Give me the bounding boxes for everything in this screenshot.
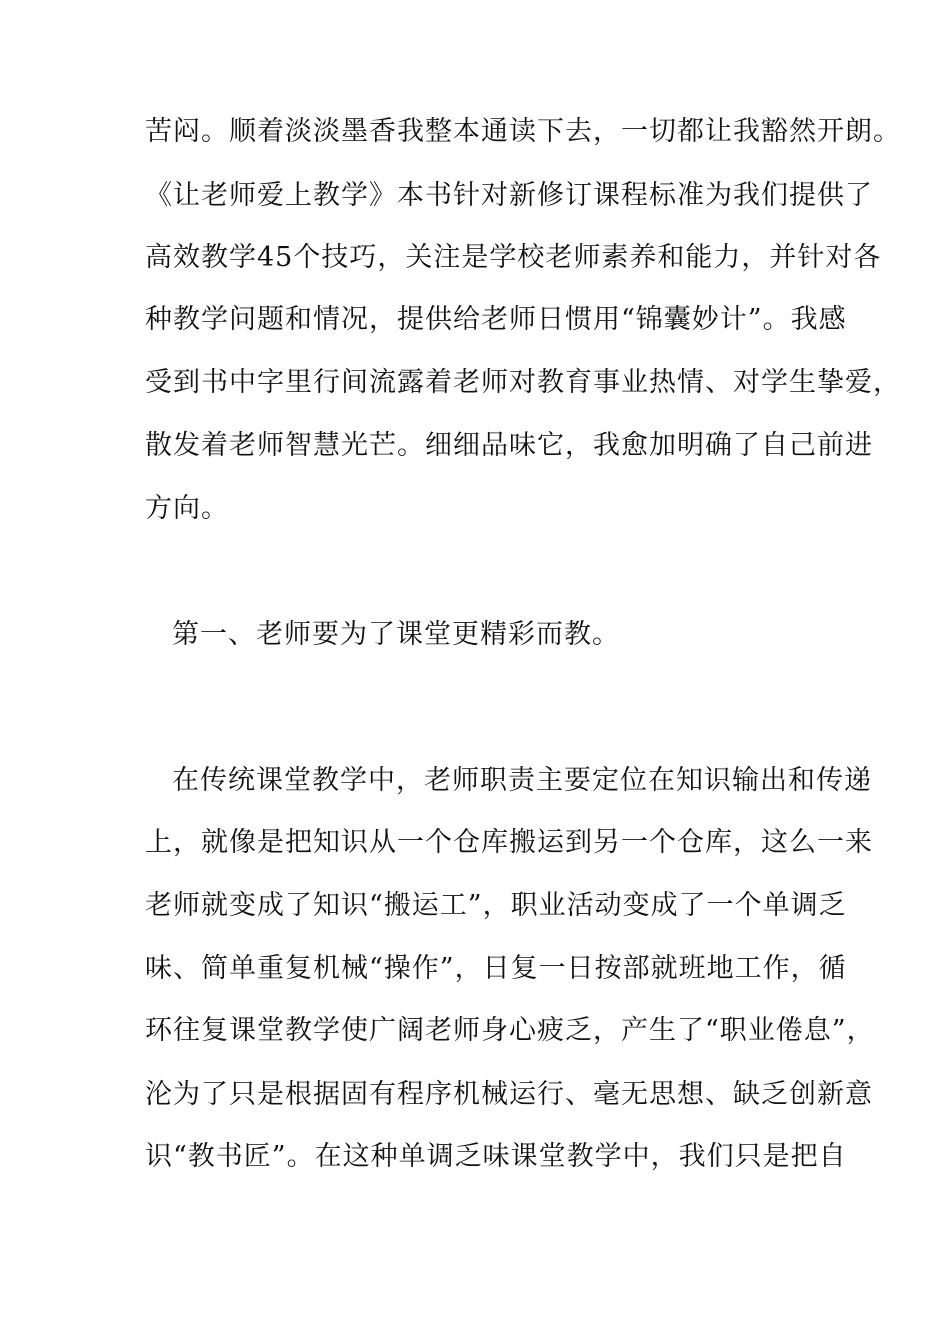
paragraph-line: 受到书中字里行间流露着老师对教育事业热情、对学生挚爱，	[145, 367, 901, 398]
paragraph-line: 上，就像是把知识从一个仓库搬运到另一个仓库，这么一来	[145, 827, 873, 858]
paragraph-line: 沦为了只是根据固有程序机械运行、毫无思想、缺乏创新意	[145, 1079, 873, 1110]
paragraph-line: 散发着老师智慧光芒。细细品味它，我愈加明确了自己前进	[145, 430, 873, 461]
paragraph-line: 方向。	[145, 493, 229, 524]
paragraph-line: 识“教书匠”。在这种单调乏味课堂教学中，我们只是把自	[145, 1141, 847, 1172]
paragraph-line: 《让老师爱上教学》本书针对新修订课程标准为我们提供了	[145, 180, 873, 211]
paragraph-line: 高效教学45个技巧，关注是学校老师素养和能力，并针对各	[145, 242, 882, 273]
paragraph-line: 老师就变成了知识“搬运工”，职业活动变成了一个单调乏	[145, 890, 847, 921]
section-heading: 第一、老师要为了课堂更精彩而教。	[172, 619, 620, 650]
paragraph-line: 种教学问题和情况，提供给老师日惯用“锦囊妙计”。我感	[145, 304, 847, 335]
paragraph-line: 苦闷。顺着淡淡墨香我整本通读下去，一切都让我豁然开朗。	[145, 116, 901, 147]
paragraph-line: 味、简单重复机械“操作”，日复一日按部就班地工作，循	[145, 953, 847, 984]
paragraph-line: 环往复课堂教学使广阔老师身心疲乏，产生了“职业倦息”，	[145, 1015, 875, 1046]
paragraph-line: 在传统课堂教学中，老师职责主要定位在知识输出和传递	[172, 765, 872, 796]
